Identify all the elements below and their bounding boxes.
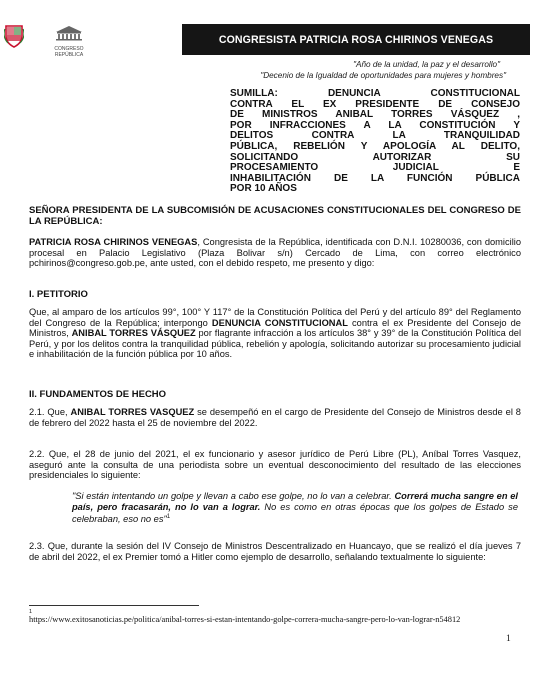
sumilla-line: INHABILITACIÓN DE LA FUNCIÓN PÚBLICA	[230, 172, 520, 184]
petitorio-text: contra el ex Presidente del Consejo de Ministros,	[29, 317, 521, 339]
petitioner-name: PATRICIA ROSA CHIRINOS VENEGAS	[29, 237, 198, 247]
footnote-ref: 1	[166, 514, 171, 521]
quote-text: No es como en otras épocas que los golpes de Estado se celebraban, eso no es"	[72, 501, 518, 525]
paragraph-text: 2.1. Que,	[29, 407, 71, 417]
section-petitorio-heading: I. PETITORIO	[29, 289, 88, 300]
intro-paragraph	[29, 237, 521, 269]
sumilla-line: PROCESAMIENTO JUDICIAL E	[230, 162, 520, 174]
paragraph-2-2: 2.2. Que, el 28 de junio del 2021, el ex funcionario y asesor jurídico de Perú Libre (PL), Aníbal Torres Vasquez, aseguró ante la consulta de una periodista sobre un eventual desconocimiento del resultado de las elecciones presidenciales lo siguiente:	[29, 449, 521, 481]
logo-line-1: CONGRESO	[54, 46, 84, 52]
paragraph-text: se desempeñó en el cargo de Presidente del Consejo de Ministros desde el 8 de febrero del 2022 hasta el 25 de noviembre del 2022.	[29, 407, 521, 428]
footnote-divider	[29, 605, 199, 606]
sumilla-line: DE MINISTROS ANIBAL TORRES VÁSQUEZ ,	[230, 109, 520, 121]
petitorio-bold: DENUNCIA CONSTITUCIONAL	[211, 317, 348, 328]
quote-text: "Si están intentando un golpe y llevan a cabo ese golpe, no lo van a celebrar.	[72, 491, 395, 501]
sumilla-line: POR INFRACCIONES A LA CONSTITUCIÓN Y	[230, 119, 520, 131]
petitorio-bold: ANIBAL TORRES VÁSQUEZ	[71, 328, 196, 339]
congress-building-icon	[54, 25, 84, 41]
sumilla-block	[230, 89, 520, 195]
sumilla-line: POR 10 AÑOS	[230, 183, 297, 195]
section-hechos-heading: II. FUNDAMENTOS DE HECHO	[29, 389, 167, 400]
peru-coat-of-arms-icon	[4, 24, 24, 48]
sumilla-line: DELITOS CONTRA LA TRANQUILIDAD	[230, 130, 520, 142]
intro-text: , Congresista de la República, identificada con D.N.I. 10280036, con domicilio procesal en Palacio Legislativo (Plaza Bolivar s/n) Cercado de Lima, con correo electrónico pchirinos@congreso.gob.pe, ante usted, con el debido respeto, me presento y digo:	[29, 237, 522, 269]
footnote-url[interactable]: https://www.exitosanoticias.pe/politica/anibal-torres-si-estan-intentando-golpe-correra-mucha-sangre-pero-lo-van-lograr-n54812	[29, 615, 461, 624]
petitorio-text: por flagrante infracción a los artículos 38° y 39° de la Constitución Política del Perú, y por los delitos contra la tranquilidad pública, rebelión y apología, solicitando autorizar su procesamiento judicial e inhabilitación de la función pública por 10 años.	[29, 328, 522, 360]
petitorio-paragraph	[29, 307, 521, 360]
addressee: SEÑORA PRESIDENTA DE LA SUBCOMISIÓN DE ACUSACIONES CONSTITUCIONALES DEL CONGRESO DE LA REPÚBLICA:	[29, 205, 521, 227]
paragraph-2-3: 2.3. Que, durante la sesión del IV Consejo de Ministros Descentralizado en Huancayo, que se realizó el día jueves 7 de abril del 2022, el ex Premier tomó a Hitler como ejemplo de desarrollo, señalando textualmente lo siguiente:	[29, 541, 521, 562]
quote-block	[72, 491, 518, 525]
congreso-logo	[44, 25, 94, 58]
petitorio-text: Que, al amparo de los artículos 99°, 100° Y 117° de la Constitución Política del Perú y del artículo 89° del Reglamento del Congreso de la República; interpongo	[29, 307, 521, 328]
congresista-banner: CONGRESISTA PATRICIA ROSA CHIRINOS VENEGAS	[182, 24, 530, 55]
sumilla-line: SUMILLA: DENUNCIA CONSTITUCIONAL	[230, 88, 520, 99]
sumilla-line: SOLICITANDO AUTORIZAR SU	[230, 151, 520, 163]
page-number: 1	[506, 634, 511, 644]
letterhead	[0, 0, 560, 62]
sumilla-line: CONTRA EL EX PRESIDENTE DE CONSEJO	[230, 98, 520, 110]
paragraph-bold: ANIBAL TORRES VASQUEZ	[70, 407, 195, 417]
logo-line-2: REPÚBLICA	[54, 52, 84, 58]
footnote-mark: 1	[29, 609, 33, 615]
year-motto: "Año de la unidad, la paz y el desarrollo"	[353, 60, 500, 69]
paragraph-2-1	[29, 407, 521, 428]
decade-motto: "Decenio de la Igualdad de oportunidades para mujeres y hombres"	[260, 71, 506, 80]
quote-bold: Correrá mucha sangre en el país, pero fracasarán, no lo van a lograr.	[72, 491, 518, 512]
sumilla-line: PÚBLICA, REBELIÓN Y APOLOGÍA AL DELITO,	[230, 140, 520, 152]
